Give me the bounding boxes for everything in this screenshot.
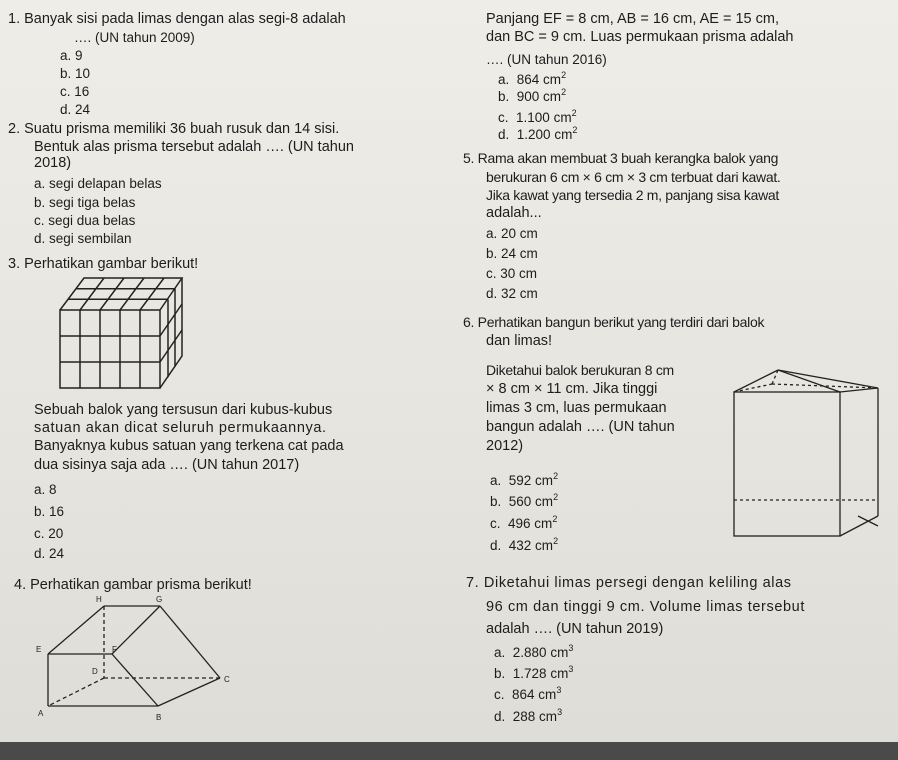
q3-option-a: a. 8 — [34, 482, 57, 497]
q1-option-d: d. 24 — [60, 102, 91, 117]
q3-stem: 3. Perhatikan gambar berikut! — [8, 256, 199, 272]
q2-stem-line1: 2. Suatu prisma memiliki 36 buah rusuk dan 14 sisi. — [8, 121, 340, 137]
q4-prism-figure — [30, 592, 240, 728]
q7-option-d: d. 288 $cm^3$ — [494, 707, 563, 724]
q5-stem-line1: 5. Rama akan membuat 3 buah kerangka balok yang — [463, 150, 779, 166]
q4-vertex-label-d: D — [92, 667, 98, 676]
q3-option-c: c. 20 — [34, 526, 64, 541]
q4-vertex-label-b: B — [156, 713, 162, 722]
q1-option-c: c. 16 — [60, 84, 90, 99]
q5-option-a: a. 20 cm — [486, 226, 538, 241]
q6-stem-line2: dan limas! — [486, 333, 553, 349]
q1-stem: 1. Banyak sisi pada limas dengan alas segi-8 adalah — [8, 11, 346, 27]
q6-text-line7: 2012) — [486, 438, 524, 454]
q3-text-line2: satuan akan dicat seluruh permukaannya. — [34, 420, 327, 436]
q6-text-line5: limas 3 cm, luas permukaan — [486, 400, 667, 416]
q7-option-a: a. 2.880 $cm^3$ — [494, 643, 574, 660]
q7-stem-line1: 7. Diketahui limas persegi dengan keliling alas — [466, 575, 792, 591]
q4-text-line3: …. (UN tahun 2016) — [486, 52, 607, 67]
q7-option-b: b. 1.728 $cm^3$ — [494, 664, 574, 681]
q3-text-line4: dua sisinya saja ada …. (UN tahun 2017) — [34, 457, 300, 473]
q4-text-line1: Panjang EF = 8 cm, AB = 16 cm, AE = 15 cm, — [486, 11, 779, 27]
q3-option-b: b. 16 — [34, 504, 65, 519]
q4-vertex-label-g: G — [156, 595, 163, 604]
q6-balok-limas-figure — [730, 366, 882, 542]
q7-stem-line3: adalah …. (UN tahun 2019) — [486, 621, 664, 637]
q4-text-line2: dan BC = 9 cm. Luas permukaan prisma adalah — [486, 29, 794, 45]
q4-vertex-label-e: E — [36, 645, 42, 654]
page-bottom-edge — [0, 742, 898, 760]
q4-vertex-label-c: C — [224, 675, 230, 684]
q5-option-c: c. 30 cm — [486, 266, 538, 281]
q5-stem-line2: berukuran 6 cm × 6 cm × 3 cm terbuat dari kawat. — [486, 169, 781, 185]
q4-option-d: d. 1.200 $cm^2$ — [498, 125, 578, 142]
q5-option-d: d. 32 cm — [486, 286, 538, 301]
q6-text-line6: bangun adalah …. (UN tahun — [486, 419, 675, 435]
q4-stem: 4. Perhatikan gambar prisma berikut! — [14, 577, 252, 593]
q6-stem-line1: 6. Perhatikan bangun berikut yang terdiri dari balok — [463, 314, 765, 330]
q2-option-b: b. segi tiga belas — [34, 195, 136, 210]
q4-option-b: b. 900 $cm^2$ — [498, 87, 567, 104]
q7-option-c: c. 864 $cm^3$ — [494, 685, 562, 702]
q5-stem-line4: adalah... — [486, 205, 542, 221]
q2-option-c: c. segi dua belas — [34, 213, 136, 228]
q6-option-d: d. 432 $cm^2$ — [490, 536, 559, 553]
q5-stem-line3: Jika kawat yang tersedia 2 m, panjang sisa kawat — [486, 187, 779, 203]
q3-text-line3: Banyaknya kubus satuan yang terkena cat pada — [34, 438, 344, 454]
q2-stem-line3: 2018) — [34, 155, 72, 171]
q6-text-line3: Diketahui balok berukuran 8 cm — [486, 362, 674, 378]
q4-option-a: a. 864 $cm^2$ — [498, 70, 567, 87]
q6-option-c: c. 496 $cm^2$ — [490, 514, 558, 531]
q3-text-line1: Sebuah balok yang tersusun dari kubus-kubus — [34, 402, 333, 418]
q4-vertex-label-f: F — [112, 645, 117, 654]
q3-option-d: d. 24 — [34, 546, 65, 561]
q2-option-d: d. segi sembilan — [34, 231, 132, 246]
q1-source: …. (UN tahun 2009) — [74, 30, 195, 45]
q6-option-a: a. 592 $cm^2$ — [490, 471, 559, 488]
q2-option-a: a. segi delapan belas — [34, 176, 162, 191]
q7-stem-line2: 96 cm dan tinggi 9 cm. Volume limas tersebut — [486, 599, 805, 615]
q4-option-c: c. 1.100 $cm^2$ — [498, 108, 577, 125]
q3-cube-block-figure — [58, 276, 186, 392]
q5-option-b: b. 24 cm — [486, 246, 538, 261]
q4-vertex-label-a: A — [38, 709, 44, 718]
q2-stem-line2: Bentuk alas prisma tersebut adalah …. (UN tahun — [34, 139, 354, 155]
q1-option-b: b. 10 — [60, 66, 91, 81]
q6-option-b: b. 560 $cm^2$ — [490, 492, 559, 509]
q6-text-line4: × 8 cm × 11 cm. Jika tinggi — [486, 381, 658, 397]
q1-option-a: a. 9 — [60, 48, 83, 63]
q4-vertex-label-h: H — [96, 595, 102, 604]
